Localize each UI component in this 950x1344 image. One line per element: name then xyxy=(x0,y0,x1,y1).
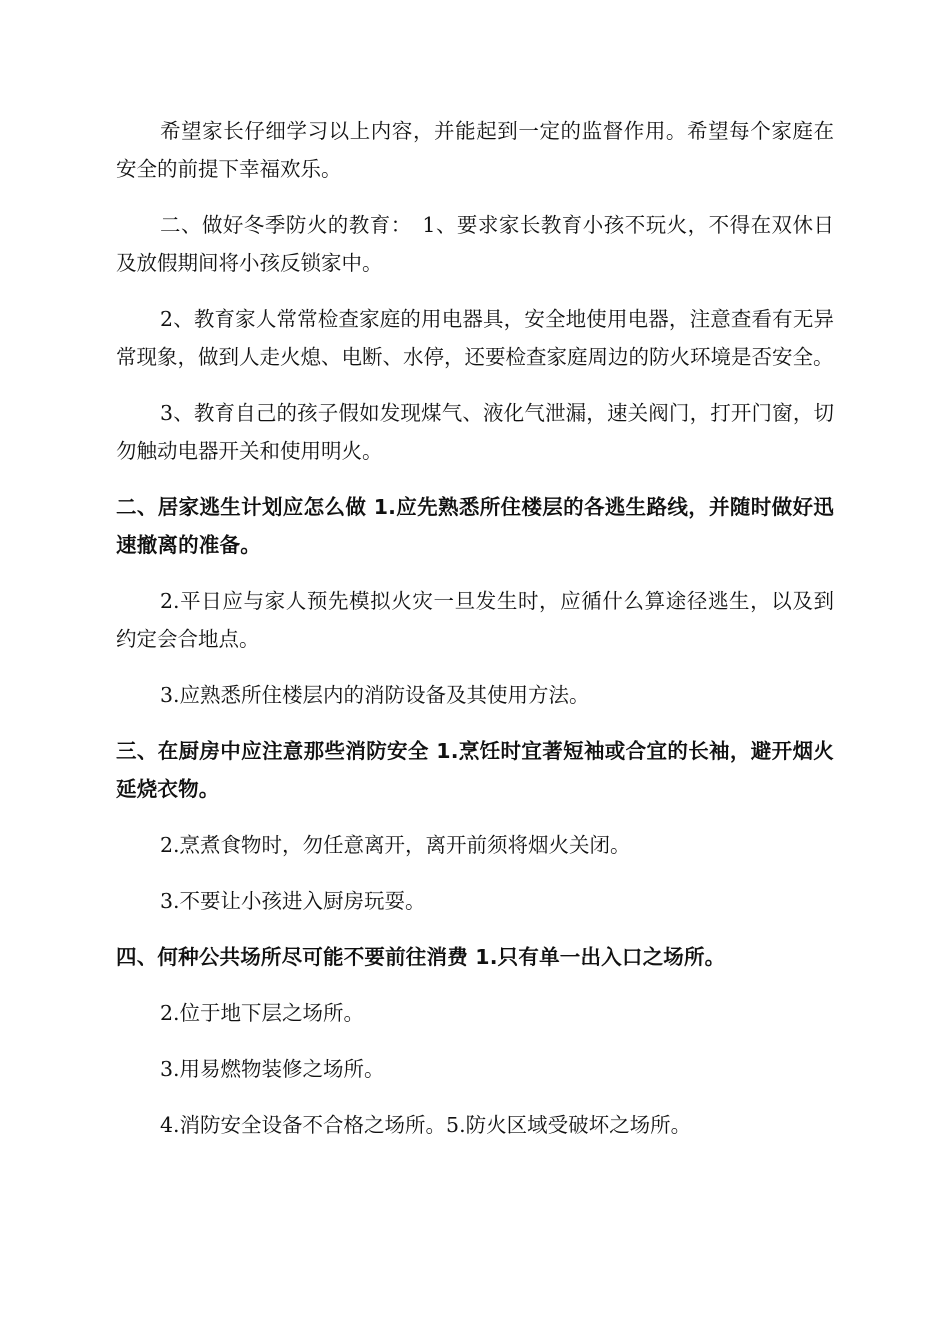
list-item: 2.平日应与家人预先模拟火灾一旦发生时，应循什么算途径逃生，以及到约定会合地点。 xyxy=(116,589,834,651)
paragraph-gas-leak: 3、教育自己的孩子假如发现煤气、液化气泄漏，速关阀门，打开门窗，切勿触动电器开关和使用明火。 xyxy=(116,401,834,463)
list-item: 3.应熟悉所住楼层内的消防设备及其使用方法。 xyxy=(160,683,590,707)
paragraph-supervision: 希望家长仔细学习以上内容，并能起到一定的监督作用。希望每个家庭在安全的前提下幸福欢乐。 xyxy=(116,119,834,181)
section-heading-public-places: 四、何种公共场所尽可能不要前往消费 1.只有单一出入口之场所。 xyxy=(116,945,726,969)
section-heading-home-escape: 二、居家逃生计划应怎么做 1.应先熟悉所住楼层的各逃生路线，并随时做好迅速撤离的准备。 xyxy=(116,495,834,557)
paragraph-electrical-check: 2、教育家人常常检查家庭的用电器具，安全地使用电器，注意查看有无异常现象，做到人走火熄、电断、水停，还要检查家庭周边的防火环境是否安全。 xyxy=(116,307,834,369)
list-item: 3.不要让小孩进入厨房玩耍。 xyxy=(160,889,426,913)
document-page xyxy=(116,112,834,1162)
section-heading-kitchen-safety: 三、在厨房中应注意那些消防安全 1.烹饪时宜著短袖或合宜的长袖，避开烟火延烧衣物。 xyxy=(116,739,834,801)
paragraph-winter-fire-education: 二、做好冬季防火的教育： 1、要求家长教育小孩不玩火，不得在双休日及放假期间将小孩反锁家中。 xyxy=(116,213,834,275)
list-item: 3.用易燃物装修之场所。 xyxy=(160,1057,385,1081)
list-item: 2.烹煮食物时，勿任意离开，离开前须将烟火关闭。 xyxy=(160,833,631,857)
list-item: 2.位于地下层之场所。 xyxy=(160,1001,365,1025)
list-item: 4.消防安全设备不合格之场所。5.防火区域受破坏之场所。 xyxy=(160,1113,692,1137)
